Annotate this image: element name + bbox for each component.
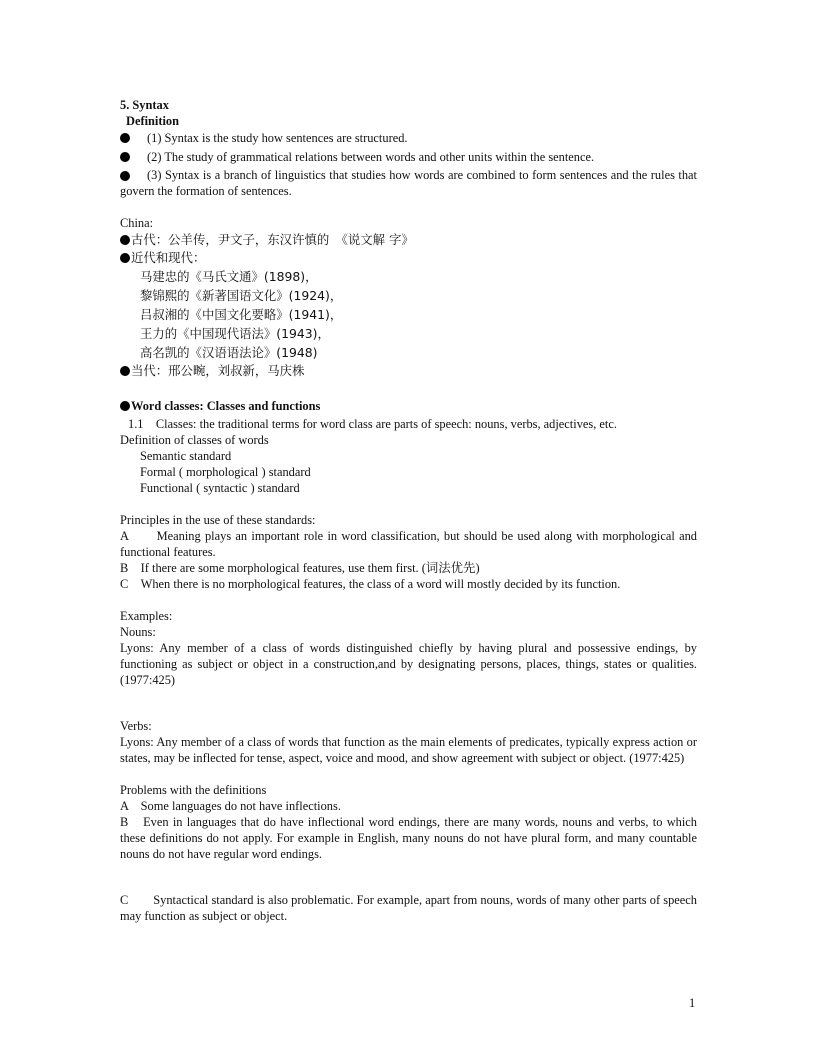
bullet-icon (120, 171, 130, 181)
principle-b: B If there are some morphological features, use them first. (词法优先) (120, 561, 480, 575)
word-classes-point: 1.1 Classes: the traditional terms for word class are parts of speech: nouns, verbs, adjectives, etc. (128, 417, 617, 431)
china-modern-item: 马建忠的《马氏文通》(1898)， (140, 269, 318, 284)
section-heading: 5. Syntax (120, 98, 169, 112)
definition-text: (1) Syntax is the study how sentences are structured. (147, 131, 408, 145)
page-number: 1 (689, 996, 696, 1010)
china-modern-item: 黎锦熙的《新著国语文化》(1924)， (140, 288, 343, 303)
nouns-definition: Lyons: Any member of a class of words distinguished chiefly by having plural and possessive endings, by functioning as subject or object in a construction,and by designating persons, places, things, states or qualities. (1977:425) (120, 641, 697, 687)
definition-title: Definition (126, 114, 180, 128)
china-modern-item: 吕叔湘的《中国文化要略》(1941)， (140, 307, 343, 322)
china-modern-item: 王力的《中国现代语法》(1943)， (140, 326, 330, 341)
definition-item (120, 148, 697, 167)
verbs-definition: Lyons: Any member of a class of words that function as the main elements of predicates, typically express action or states, may be inflected for tense, aspect, voice and mood, and show agreement with subject or object. (1977:425) (120, 735, 697, 765)
principles-label: Principles in the use of these standards: (120, 513, 316, 527)
china-ancient (120, 231, 697, 249)
china-contemporary-text: 当代：邢公畹，刘叔新，马庆株 (131, 363, 305, 378)
word-classes-title-text: Word classes: Classes and functions (131, 399, 321, 413)
definition-item (120, 129, 697, 148)
principle-a: A Meaning plays an important role in word classification, but should be used along with morphological and functional features. (120, 529, 697, 559)
document-body (120, 97, 697, 924)
china-modern-item: 高名凯的《汉语语法论》(1948) (140, 345, 318, 360)
nouns-label: Nouns: (120, 625, 156, 639)
verbs-label: Verbs: (120, 719, 152, 733)
standard-item: Semantic standard (140, 449, 232, 463)
problem-a: A Some languages do not have inflections. (120, 799, 341, 813)
china-modern-label-text: 近代和现代： (131, 250, 206, 265)
standard-item: Formal ( morphological ) standard (140, 465, 311, 479)
problem-b: B Even in languages that do have inflectional word endings, there are many words, nouns and verbs, to which these definitions do not apply. For example in English, many nouns do not have plural form, and many countable nouns do not have regular word endings. (120, 815, 697, 861)
problem-c: C Syntactical standard is also problematic. For example, apart from nouns, words of many other parts of speech may function as subject or object. (120, 893, 697, 923)
word-classes-title (120, 396, 697, 416)
definition-item (120, 167, 697, 199)
problems-label: Problems with the definitions (120, 783, 267, 797)
china-ancient-text: 古代：公羊传，尹文子，东汉许慎的 《说文解 字》 (131, 232, 414, 247)
examples-label: Examples: (120, 609, 173, 623)
china-label: China: (120, 216, 154, 230)
bullet-icon (120, 152, 130, 162)
definition-of-classes: Definition of classes of words (120, 433, 269, 447)
china-contemporary (120, 362, 697, 380)
bullet-icon (120, 366, 130, 376)
bullet-icon (120, 133, 130, 143)
principle-c: C When there is no morphological features, the class of a word will mostly decided by its function. (120, 577, 621, 591)
bullet-icon (120, 253, 130, 263)
standard-item: Functional ( syntactic ) standard (140, 481, 300, 495)
bullet-icon (120, 401, 130, 411)
china-modern-label (120, 249, 697, 267)
definition-text: (2) The study of grammatical relations between words and other units within the sentence. (147, 150, 595, 164)
bullet-icon (120, 235, 130, 245)
definition-text: (3) Syntax is a branch of linguistics that studies how words are combined to form sentences and the rules that govern the formation of sentences. (120, 168, 697, 198)
